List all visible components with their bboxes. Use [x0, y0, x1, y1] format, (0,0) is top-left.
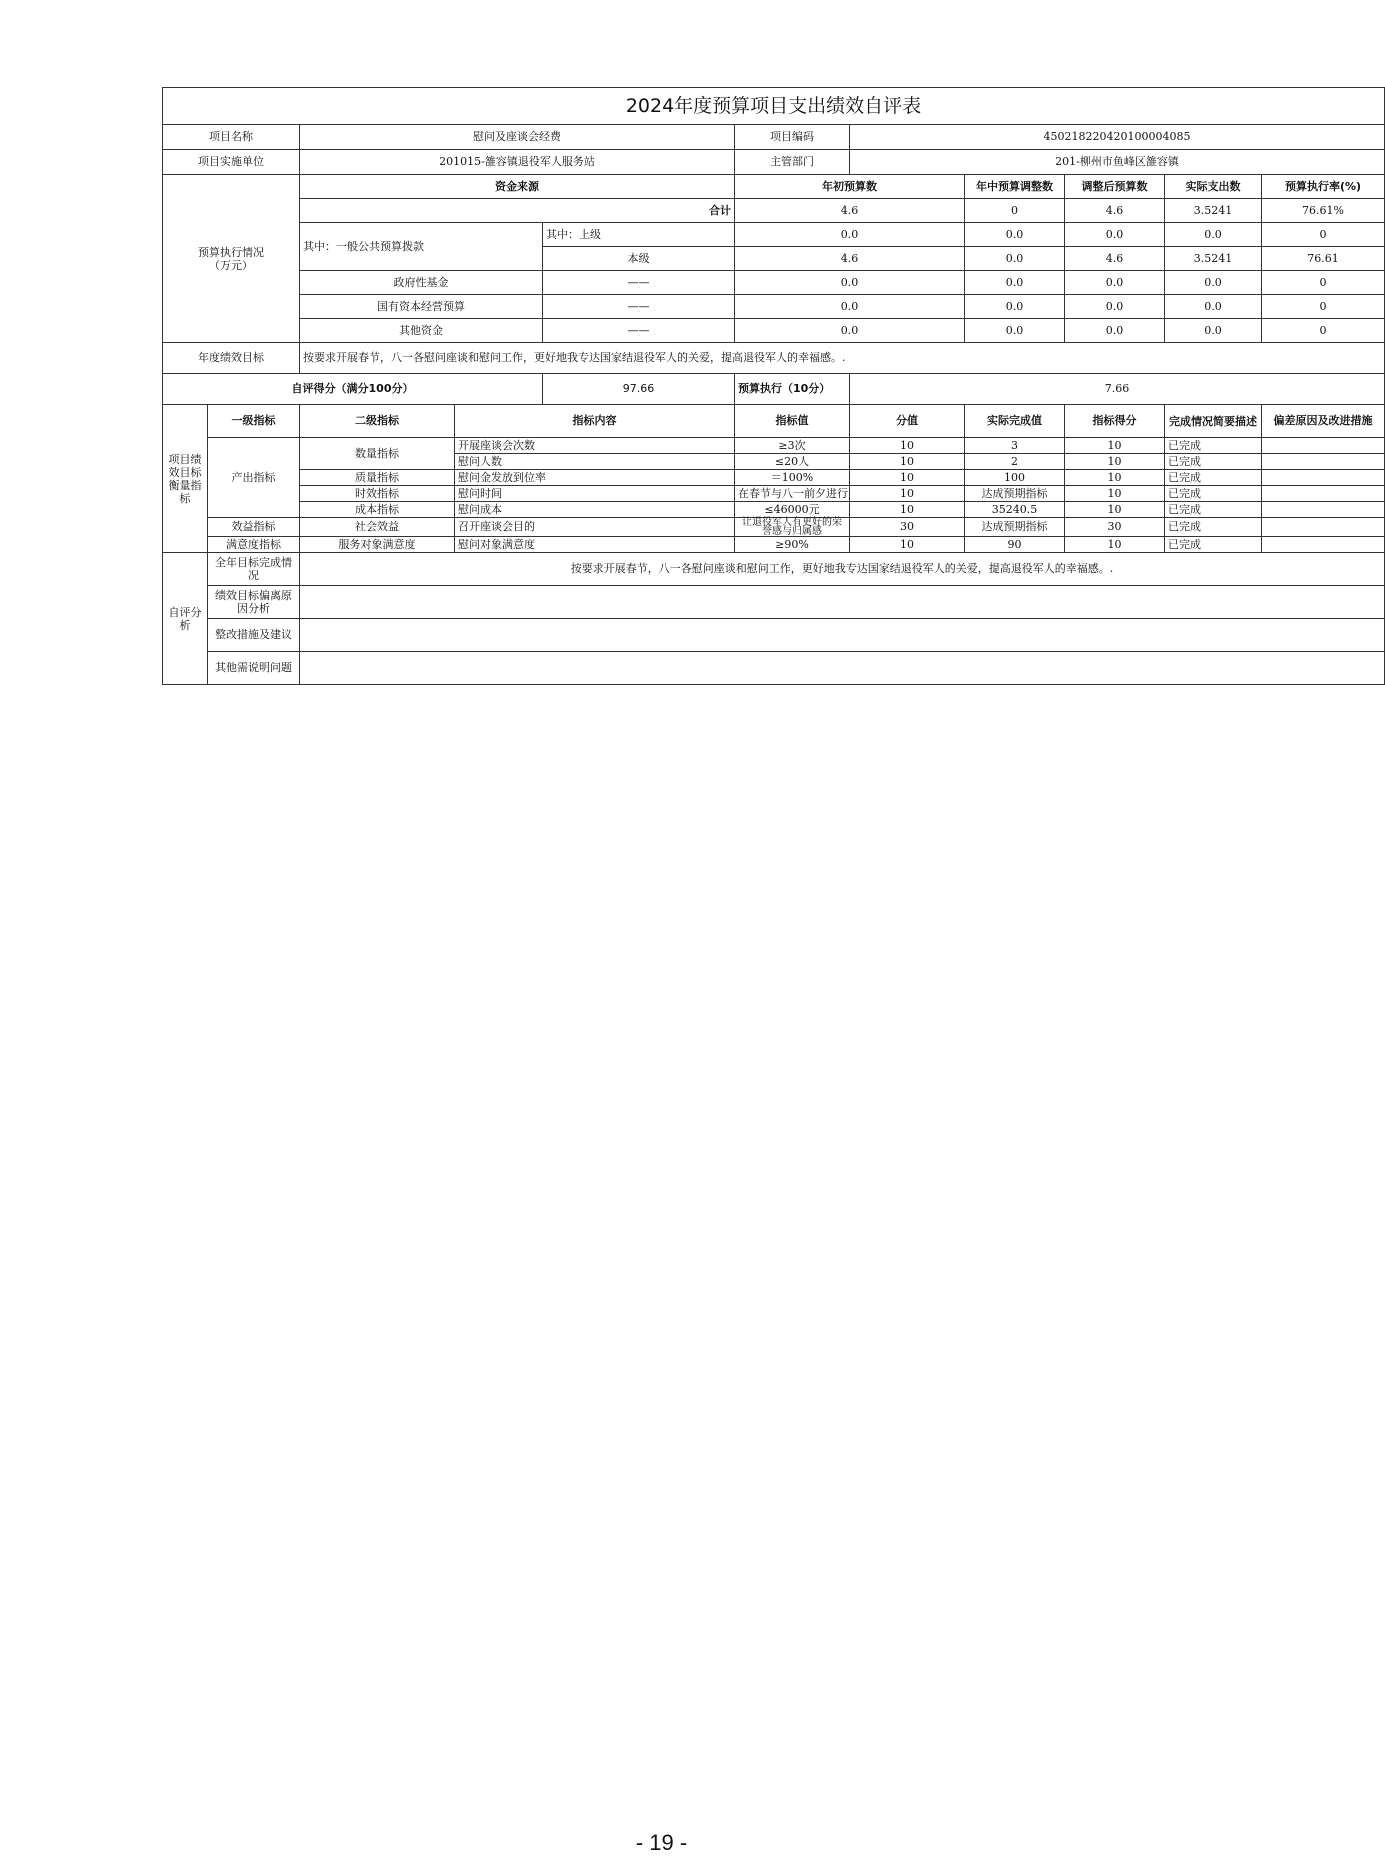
other-issues-text [300, 652, 1385, 685]
indicator-header: 指标值 [735, 405, 850, 438]
budget-cell: 0.0 [1065, 295, 1165, 319]
score-value: 97.66 [543, 374, 735, 405]
indicator-row [163, 486, 1385, 502]
budget-cell: 0.0 [735, 271, 965, 295]
indicator-score: 10 [1065, 470, 1165, 486]
indicator-deviation [1262, 502, 1385, 518]
budget-cell: 0.0 [1165, 223, 1262, 247]
project-name: 慰问及座谈会经费 [300, 125, 735, 150]
project-code: 450218220420100004085 [850, 125, 1385, 150]
indicator-content: 慰问对象满意度 [455, 537, 735, 553]
budget-cell: 0.0 [1165, 271, 1262, 295]
indicator-weight: 30 [850, 518, 965, 537]
budget-header-rate: 预算执行率(%) [1262, 175, 1385, 199]
budget-cell: 0.0 [1065, 271, 1165, 295]
indicator-actual: 2 [965, 454, 1065, 470]
budget-row-state-capital [163, 295, 1385, 319]
rectify-label: 整改措施及建议 [208, 619, 300, 652]
indicator-row [163, 518, 1385, 537]
indicator-weight: 10 [850, 438, 965, 454]
budget-upper-label: 其中：上级 [543, 223, 735, 247]
budget-cell: 0.0 [965, 223, 1065, 247]
indicator-status: 已完成 [1165, 438, 1262, 454]
budget-other-label: 其他资金 [300, 319, 543, 343]
quantity-label: 数量指标 [300, 438, 455, 470]
indicator-deviation [1262, 486, 1385, 502]
deviation-label: 绩效目标偏离原因分析 [208, 586, 300, 619]
score-label: 自评得分（满分100分） [163, 374, 543, 405]
indicator-deviation [1262, 537, 1385, 553]
unit-label: 项目实施单位 [163, 150, 300, 175]
dept: 201-柳州市鱼峰区雒容镇 [850, 150, 1385, 175]
exec-score-label: 预算执行（10分） [735, 374, 850, 405]
indicator-score: 10 [1065, 486, 1165, 502]
indicator-row [163, 502, 1385, 518]
evaluation-table [162, 87, 1385, 685]
budget-cell: 76.61% [1262, 199, 1385, 223]
indicator-header: 指标得分 [1065, 405, 1165, 438]
indicator-actual: 100 [965, 470, 1065, 486]
budget-general-label: 其中：一般公共预算拨款 [300, 223, 543, 271]
benefit-label: 效益指标 [208, 518, 300, 537]
indicator-actual: 3 [965, 438, 1065, 454]
service-label: 服务对象满意度 [300, 537, 455, 553]
budget-gov-fund-label: 政府性基金 [300, 271, 543, 295]
budget-row-gov-fund [163, 271, 1385, 295]
rectify-text [300, 619, 1385, 652]
indicator-row [163, 438, 1385, 454]
indicator-content: 慰问金发放到位率 [455, 470, 735, 486]
indicator-target: ≤46000元 [735, 502, 850, 518]
indicator-header: 完成情况简要描述 [1165, 405, 1262, 438]
indicator-target: ≥90% [735, 537, 850, 553]
budget-cell: 0.0 [735, 319, 965, 343]
indicator-deviation [1262, 518, 1385, 537]
budget-row-other [163, 319, 1385, 343]
project-code-label: 项目编码 [735, 125, 850, 150]
budget-row-upper [163, 223, 1385, 247]
page-number: - 19 - [635, 1830, 688, 1855]
budget-cell: 0.0 [965, 247, 1065, 271]
budget-cell: 0.0 [1165, 319, 1262, 343]
indicator-header: 分值 [850, 405, 965, 438]
budget-state-capital-label: 国有资本经营预算 [300, 295, 543, 319]
indicator-header: 一级指标 [208, 405, 300, 438]
quality-label: 质量指标 [300, 470, 455, 486]
indicator-target: ＝100% [735, 470, 850, 486]
budget-cell: 0.0 [1065, 319, 1165, 343]
budget-cell: 3.5241 [1165, 199, 1262, 223]
indicator-deviation [1262, 470, 1385, 486]
budget-header-adjusted: 调整后预算数 [1065, 175, 1165, 199]
deviation-text [300, 586, 1385, 619]
indicator-section-label: 项目绩效目标衡量指标 [163, 405, 208, 553]
indicator-content: 慰问人数 [455, 454, 735, 470]
exec-score-value: 7.66 [850, 374, 1385, 405]
indicator-header: 二级指标 [300, 405, 455, 438]
satisfaction-label: 满意度指标 [208, 537, 300, 553]
indicator-weight: 10 [850, 502, 965, 518]
budget-total-label: 合计 [300, 199, 735, 223]
budget-local-label: 本级 [543, 247, 735, 271]
indicator-weight: 10 [850, 486, 965, 502]
indicator-actual: 35240.5 [965, 502, 1065, 518]
indicator-deviation [1262, 438, 1385, 454]
budget-cell: 0.0 [965, 295, 1065, 319]
indicator-score: 10 [1065, 438, 1165, 454]
evaluation-form [162, 87, 1373, 685]
dept-label: 主管部门 [735, 150, 850, 175]
budget-cell: 0.0 [1065, 223, 1165, 247]
budget-header-adjust: 年中预算调整数 [965, 175, 1065, 199]
indicator-status: 已完成 [1165, 537, 1262, 553]
indicator-score: 10 [1065, 537, 1165, 553]
timeliness-label: 时效指标 [300, 486, 455, 502]
analysis-section-label: 自评分析 [163, 553, 208, 685]
social-label: 社会效益 [300, 518, 455, 537]
indicator-score: 10 [1065, 502, 1165, 518]
budget-dash: —— [543, 295, 735, 319]
overall-text: 按要求开展春节，八一各慰问座谈和慰问工作，更好地我专达国家结退役军人的关爱，提高退役军人的幸福感。. [300, 553, 1385, 586]
indicator-row [163, 470, 1385, 486]
goal-text: 按要求开展春节，八一各慰问座谈和慰问工作，更好地我专达国家结退役军人的关爱，提高退役军人的幸福感。. [300, 343, 1385, 374]
goal-label: 年度绩效目标 [163, 343, 300, 374]
budget-cell: 0 [1262, 223, 1385, 247]
budget-cell: 0.0 [965, 271, 1065, 295]
indicator-status: 已完成 [1165, 486, 1262, 502]
budget-cell: 76.61 [1262, 247, 1385, 271]
indicator-header: 偏差原因及改进措施 [1262, 405, 1385, 438]
indicator-actual: 90 [965, 537, 1065, 553]
indicator-deviation [1262, 454, 1385, 470]
budget-cell: 0 [1262, 295, 1385, 319]
indicator-actual: 达成预期指标 [965, 518, 1065, 537]
budget-cell: 0.0 [735, 295, 965, 319]
budget-cell: 0.0 [965, 319, 1065, 343]
budget-cell: 0 [965, 199, 1065, 223]
indicator-content: 慰问时间 [455, 486, 735, 502]
indicator-content: 慰问成本 [455, 502, 735, 518]
other-issues-label: 其他需说明问题 [208, 652, 300, 685]
indicator-weight: 10 [850, 470, 965, 486]
output-label: 产出指标 [208, 438, 300, 518]
indicator-target: ≤20人 [735, 454, 850, 470]
indicator-target: ≥3次 [735, 438, 850, 454]
budget-header-initial: 年初预算数 [735, 175, 965, 199]
cost-label: 成本指标 [300, 502, 455, 518]
indicator-actual: 达成预期指标 [965, 486, 1065, 502]
budget-cell: 0 [1262, 319, 1385, 343]
indicator-status: 已完成 [1165, 518, 1262, 537]
indicator-score: 30 [1065, 518, 1165, 537]
budget-cell: 3.5241 [1165, 247, 1262, 271]
budget-cell: 4.6 [1065, 199, 1165, 223]
overall-label: 全年目标完成情况 [208, 553, 300, 586]
budget-row-total [163, 199, 1385, 223]
budget-dash: —— [543, 319, 735, 343]
indicator-weight: 10 [850, 537, 965, 553]
unit: 201015-雒容镇退役军人服务站 [300, 150, 735, 175]
indicator-status: 已完成 [1165, 502, 1262, 518]
indicator-row [163, 537, 1385, 553]
indicator-score: 10 [1065, 454, 1165, 470]
budget-cell: 0 [1262, 271, 1385, 295]
budget-cell: 4.6 [1065, 247, 1165, 271]
budget-section-label: 预算执行情况 （万元） [163, 175, 300, 343]
budget-header-actual: 实际支出数 [1165, 175, 1262, 199]
indicator-weight: 10 [850, 454, 965, 470]
indicator-status: 已完成 [1165, 470, 1262, 486]
budget-dash: —— [543, 271, 735, 295]
form-title: 2024年度预算项目支出绩效自评表 [163, 88, 1385, 125]
budget-cell: 0.0 [735, 223, 965, 247]
project-name-label: 项目名称 [163, 125, 300, 150]
indicator-status: 已完成 [1165, 454, 1262, 470]
indicator-content: 召开座谈会目的 [455, 518, 735, 537]
indicator-target: 在春节与八一前夕进行 [735, 486, 850, 502]
budget-cell: 0.0 [1165, 295, 1262, 319]
budget-cell: 4.6 [735, 199, 965, 223]
budget-header-source: 资金来源 [300, 175, 735, 199]
indicator-header: 指标内容 [455, 405, 735, 438]
indicator-header: 实际完成值 [965, 405, 1065, 438]
indicator-content: 开展座谈会次数 [455, 438, 735, 454]
indicator-target: 让退役军人有更好的荣誉感与归属感 [735, 518, 850, 537]
budget-cell: 4.6 [735, 247, 965, 271]
